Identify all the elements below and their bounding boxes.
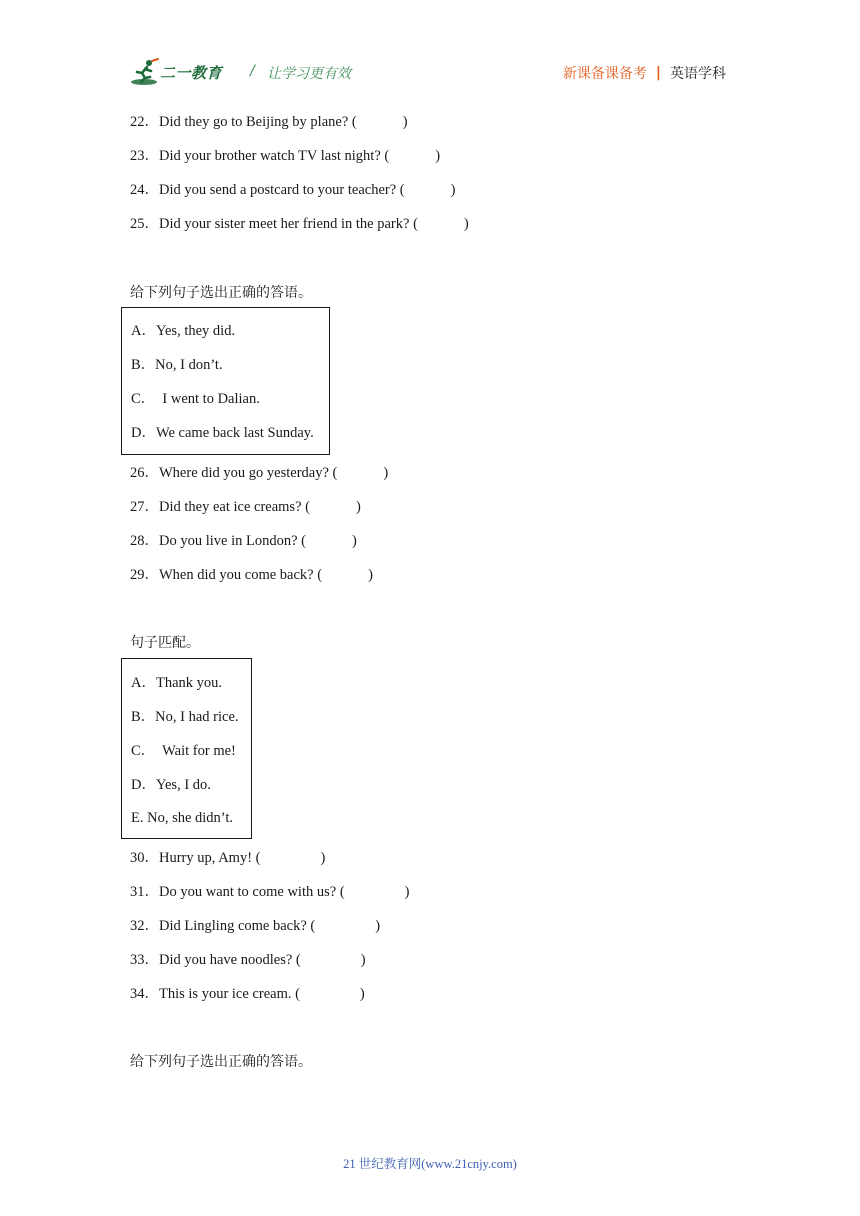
close-paren: ) bbox=[355, 499, 361, 515]
logo-text: 二一教育 bbox=[160, 64, 223, 82]
brand-separator: | bbox=[655, 65, 661, 81]
option-e: E. No, she didn’t. bbox=[131, 810, 234, 826]
question-30 bbox=[130, 849, 325, 867]
question-number: 29． bbox=[130, 567, 159, 583]
brand-subject bbox=[563, 63, 726, 83]
page-footer: 21 世纪教育网(www.21cnjy.com) bbox=[343, 1157, 517, 1171]
question-text: Hurry up, Amy! ( bbox=[159, 850, 261, 866]
question-24 bbox=[130, 181, 455, 199]
question-text: Did you send a postcard to your teacher? ( bbox=[159, 182, 405, 198]
question-number: 23． bbox=[130, 148, 159, 164]
question-number: 25． bbox=[130, 216, 159, 232]
question-number: 26． bbox=[130, 465, 159, 481]
logo bbox=[130, 56, 240, 90]
option-c: C． Wait for me! bbox=[131, 743, 236, 759]
close-paren: ) bbox=[352, 533, 357, 549]
option-a: A．Thank you. bbox=[131, 675, 223, 691]
question-number: 24． bbox=[130, 182, 159, 198]
option-d: D．We came back last Sunday. bbox=[131, 425, 314, 441]
option-c: C． I went to Dalian. bbox=[131, 391, 260, 407]
question-25 bbox=[130, 215, 469, 233]
question-26 bbox=[130, 464, 388, 482]
subject-label: 英语学科 bbox=[670, 66, 726, 82]
question-27 bbox=[130, 498, 361, 516]
close-paren: ) bbox=[435, 148, 441, 164]
option-b: B．No, I had rice. bbox=[131, 709, 239, 725]
options-box bbox=[121, 307, 330, 455]
close-paren: ) bbox=[404, 884, 410, 900]
question-text: Where did you go yesterday? ( bbox=[159, 465, 338, 481]
close-paren: ) bbox=[402, 114, 408, 130]
question-number: 30． bbox=[130, 850, 159, 866]
question-number: 22． bbox=[130, 114, 159, 130]
question-text: Do you want to come with us? ( bbox=[159, 884, 345, 900]
close-paren: ) bbox=[368, 567, 373, 583]
question-text: Did they eat ice creams? ( bbox=[159, 499, 310, 515]
section-instruction: 句子匹配。 bbox=[130, 635, 200, 651]
question-number: 33． bbox=[130, 952, 159, 968]
option-a: A．Yes, they did. bbox=[131, 323, 236, 339]
close-paren: ) bbox=[463, 216, 469, 232]
question-number: 28． bbox=[130, 533, 159, 549]
question-text: When did you come back? ( bbox=[159, 567, 323, 583]
question-number: 34． bbox=[130, 986, 159, 1002]
close-paren: ) bbox=[375, 918, 381, 934]
question-22 bbox=[130, 113, 408, 131]
close-paren: ) bbox=[320, 850, 326, 866]
question-number: 27． bbox=[130, 499, 159, 515]
question-text: Did Lingling come back? ( bbox=[159, 918, 316, 934]
question-text: Do you live in London? ( bbox=[159, 533, 306, 549]
options-box bbox=[121, 658, 252, 839]
slogan-separator: / bbox=[250, 63, 255, 79]
question-31 bbox=[130, 883, 410, 901]
close-paren: ) bbox=[450, 182, 456, 198]
question-text: Did your brother watch TV last night? ( bbox=[159, 148, 390, 164]
question-32 bbox=[130, 917, 380, 935]
section-instruction: 给下列句子选出正确的答语。 bbox=[130, 285, 312, 301]
close-paren: ) bbox=[360, 952, 366, 968]
slogan: 让学习更有效 bbox=[267, 66, 351, 82]
question-29 bbox=[130, 566, 373, 584]
runner-logo-icon bbox=[130, 58, 160, 88]
brand-label: 新课备课备考 bbox=[562, 66, 647, 82]
question-number: 32． bbox=[130, 918, 159, 934]
option-d: D．Yes, I do. bbox=[131, 777, 211, 793]
question-text: Did they go to Beijing by plane? ( bbox=[159, 114, 357, 130]
close-paren: ) bbox=[383, 465, 389, 481]
question-23 bbox=[130, 147, 440, 165]
section-instruction: 给下列句子选出正确的答语。 bbox=[130, 1054, 312, 1070]
question-33 bbox=[130, 951, 366, 969]
question-text: Did you have noodles? ( bbox=[159, 952, 301, 968]
question-number: 31． bbox=[130, 884, 159, 900]
option-b: B．No, I don’t. bbox=[131, 357, 223, 373]
question-34 bbox=[130, 985, 365, 1003]
close-paren: ) bbox=[359, 986, 365, 1002]
question-text: Did your sister meet her friend in the park? ( bbox=[159, 216, 418, 232]
page-header bbox=[130, 56, 726, 90]
question-28 bbox=[130, 532, 357, 550]
question-text: This is your ice cream. ( bbox=[159, 986, 300, 1002]
